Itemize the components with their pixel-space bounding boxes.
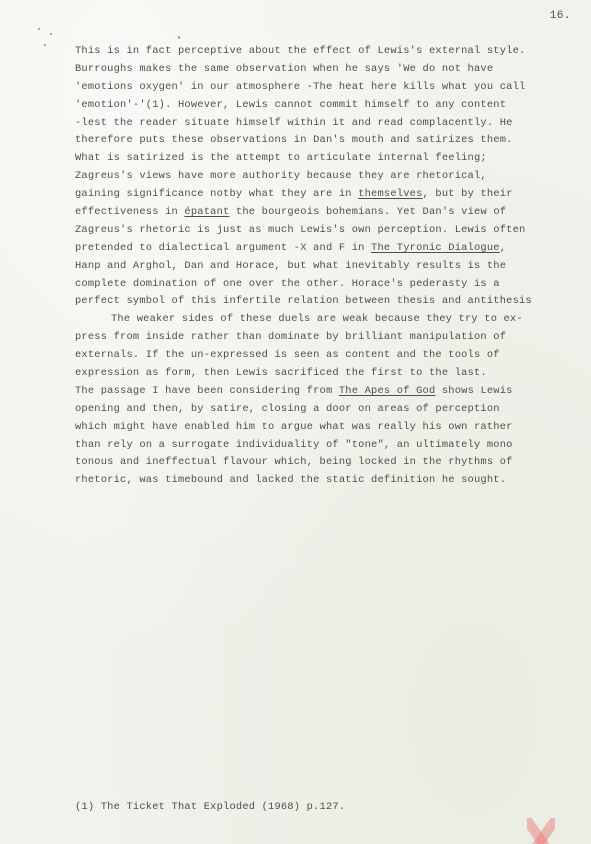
underlined-word-epatant: épatant [184, 206, 230, 219]
text-line: 'emotions oxygen' in our atmosphere -The heat here kills what you call [75, 80, 526, 93]
paper-speck [50, 33, 52, 35]
footnote: (1) The Ticket That Exploded (1968) p.127. [75, 801, 346, 813]
text-line: Zagreus's views have more authority because they are rhetorical, [75, 170, 487, 183]
text-run: the bourgeois bohemians. Yet Dan's view of [229, 206, 507, 219]
text-line [75, 186, 587, 204]
text-line: Burroughs makes the same observation when he says 'We do not have [75, 62, 494, 75]
text-run: , [499, 241, 507, 254]
paper-speck [38, 28, 40, 30]
text-line: -lest the reader situate himself within it and read complacently. He [75, 116, 513, 129]
underlined-title-tyronic-dialogue: The Tyronic Dialogue [371, 241, 500, 254]
text-line [75, 383, 587, 401]
text-line [75, 204, 587, 222]
text-line: The weaker sides of these duels are weak because they try to ex- [111, 313, 523, 326]
underlined-word-themselves: themselves [358, 188, 423, 201]
text-line: than rely on a surrogate individuality of "tone", an ultimately mono [75, 438, 513, 451]
underlined-title-apes-of-god: The Apes of God [338, 384, 436, 397]
text-run: effectiveness in [75, 206, 185, 219]
text-line: rhetoric, was timebound and lacked the static definition he sought. [75, 474, 507, 487]
text-line: perfect symbol of this infertile relation between thesis and antithesis [75, 295, 532, 308]
text-line: which might have enabled him to argue what was really his own rather [75, 420, 513, 433]
text-run: The passage I have been considering from [75, 384, 339, 397]
text-line: 'emotion'-'(1). However, Lewis cannot commit himself to any content [75, 98, 507, 111]
corner-check-mark [527, 818, 555, 844]
text-line: complete domination of one over the other. Horace's pederasty is a [75, 277, 500, 290]
text-line: tonous and ineffectual flavour which, being locked in the rhythms of [75, 456, 513, 469]
page-number: 16. [549, 10, 571, 22]
text-run: , but by their [422, 188, 513, 201]
body-text [75, 43, 587, 490]
text-run: gaining significance notby what they are in [75, 188, 359, 201]
text-run: pretended to dialectical argument -X and F in [75, 241, 372, 254]
text-line [75, 240, 587, 258]
text-line: opening and then, by satire, closing a door on areas of perception [75, 402, 500, 415]
text-run: shows Lewis [435, 384, 513, 397]
text-line: What is satirized is the attempt to articulate internal feeling; [75, 152, 487, 165]
text-line: Zagreus's rhetoric is just as much Lewis's own perception. Lewis often [75, 223, 526, 236]
text-line: externals. If the un-expressed is seen as content and the tools of [75, 349, 500, 362]
text-line: This is in fact perceptive about the effect of Lewis's external style. [75, 45, 526, 57]
text-line: Hanp and Arghol, Dan and Horace, but what inevitably results is the [75, 259, 507, 272]
paper-speck [178, 36, 180, 39]
text-line: expression as form, then Lewis sacrificed the first to the last. [75, 367, 487, 380]
text-line: therefore puts these observations in Dan's mouth and satirizes them. [75, 134, 513, 147]
text-line: press from inside rather than dominate by brilliant manipulation of [75, 331, 507, 344]
paper-speck [44, 44, 46, 46]
